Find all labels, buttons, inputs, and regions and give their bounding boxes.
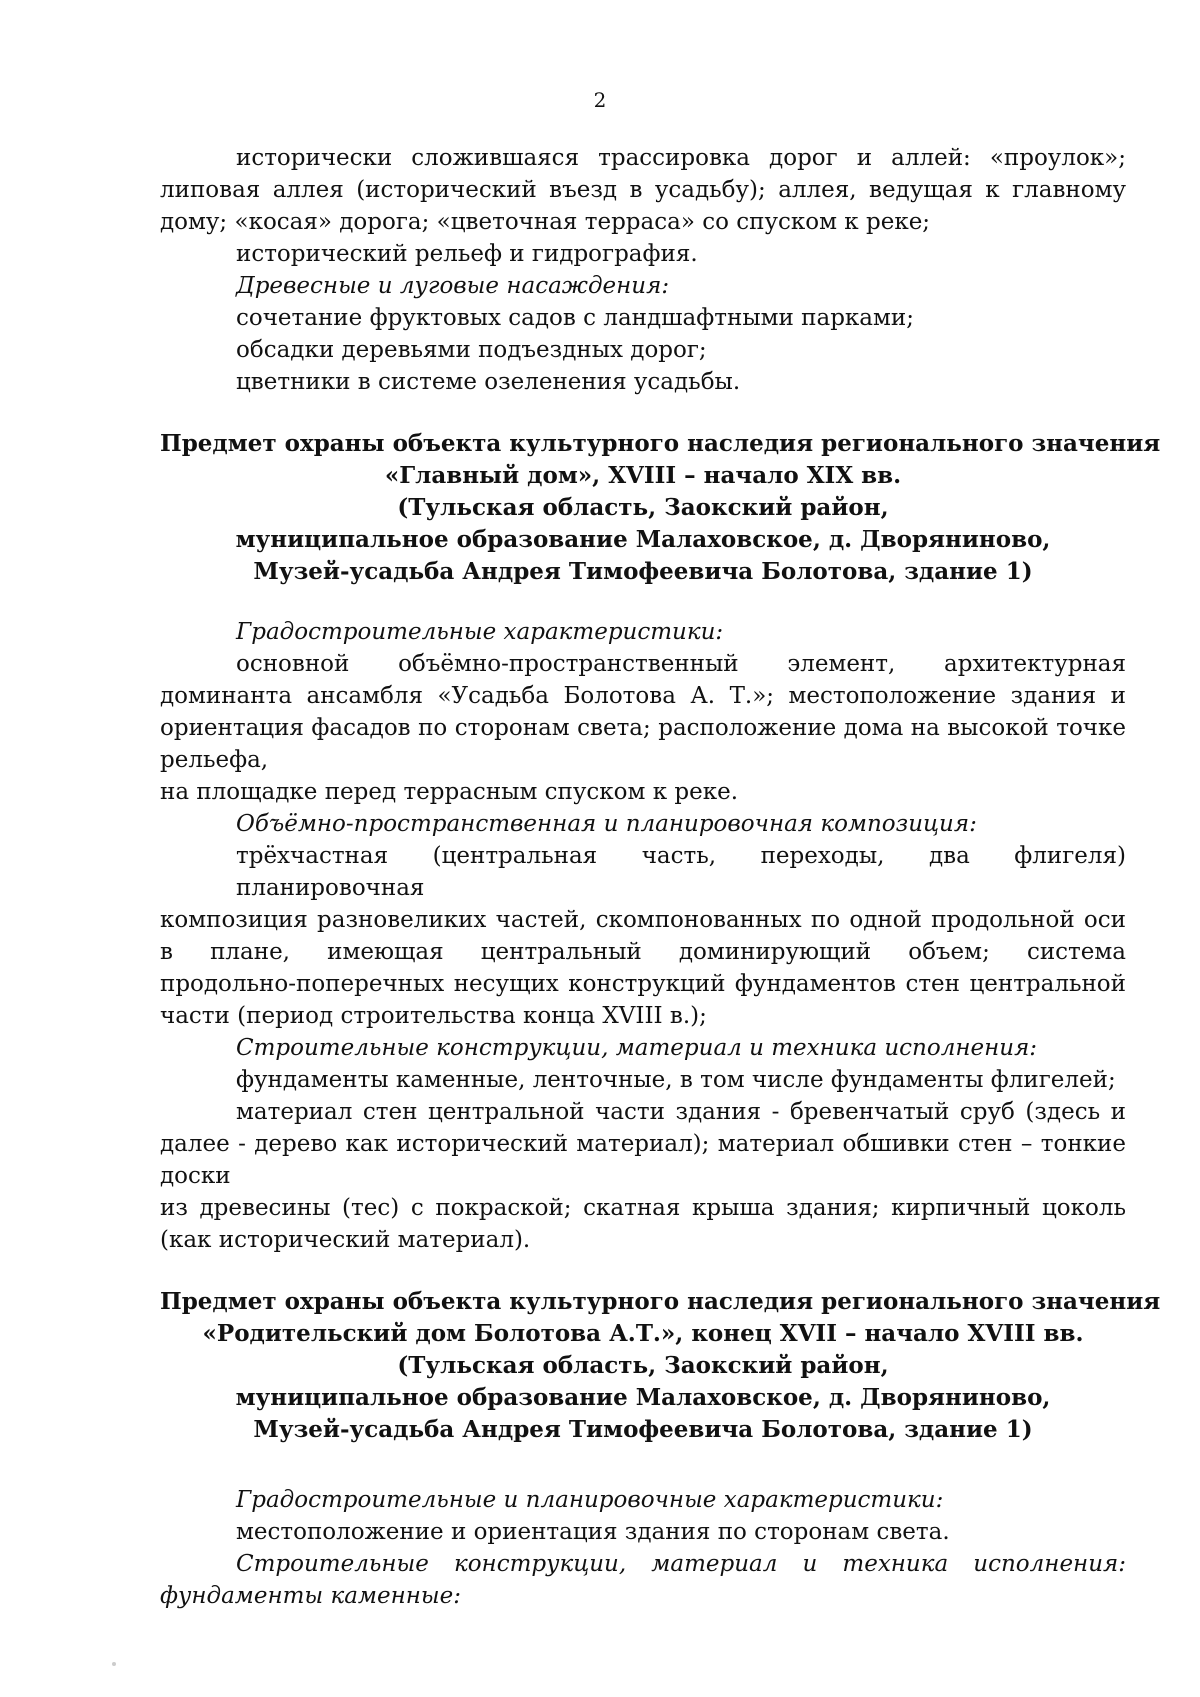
section-1-paragraph-2-line-3: в плане, имеющая центральный доминирующий объем; система [160,939,1126,965]
section-2-subheading-2-line-1: Строительные конструкции, материал и техника исполнения: [236,1551,1126,1577]
section-2-heading-line-2: «Родительский дом Болотова А.Т.», конец XVII – начало XVIII вв. [202,1320,1084,1347]
intro-paragraph-2: исторический рельеф и гидрография. [236,241,698,267]
section-1-paragraph-2-line-1: трёхчастная (центральная часть, переходы, два флигеля) планировочная [236,843,1126,901]
spacer [160,398,1126,428]
section-1-paragraph-4-line-4: из древесины (тес) с покраской; скатная крыша здания; кирпичный цоколь [160,1195,1126,1221]
section-1-heading-line-5: Музей-усадьба Андрея Тимофеевича Болотова, здание 1) [253,558,1033,585]
section-1-heading-line-4: муниципальное образование Малаховское, д. Дворяниново, [235,526,1051,553]
intro-subheading: Древесные и луговые насаждения: [236,273,670,299]
section-1-subheading-3: Строительные конструкции, материал и техника исполнения: [236,1035,1038,1061]
section-1-paragraph-1-line-3: ориентация фасадов по сторонам света; расположение дома на высокой точке [160,715,1126,741]
section-2-heading-line-1: Предмет охраны объекта культурного наследия регионального значения [160,1288,1161,1315]
section-1-paragraph-4-line-5: (как исторический материал). [160,1227,531,1253]
intro-paragraph-3: сочетание фруктовых садов с ландшафтными парками; [236,305,914,331]
section-1-paragraph-1-line-1: основной объёмно-пространственный элемент, архитектурная [236,651,1126,677]
section-2-subheading-1: Градостроительные и планировочные характеристики: [236,1487,944,1513]
section-1-paragraph-4-line-2: далее - дерево как исторический материал); материал обшивки стен – тонкие [160,1131,1126,1157]
section-1-paragraph-2-line-2: композиция разновеликих частей, скомпонованных по одной продольной оси [160,907,1126,933]
section-1-paragraph-4-line-3: доски [160,1163,231,1189]
section-1-paragraph-1-line-5: на площадке перед террасным спуском к реке. [160,779,739,805]
section-2-paragraph-1: местоположение и ориентация здания по сторонам света. [236,1519,950,1545]
section-1-paragraph-2-line-4: продольно-поперечных несущих конструкций фундаментов стен центральной [160,971,1126,997]
scan-artifact-dot [112,1662,116,1666]
spacer [160,588,1126,616]
intro-paragraph-1-line-3: дому; «косая» дорога; «цветочная терраса» со спуском к реке; [160,209,931,235]
section-1-subheading-1: Градостроительные характеристики: [236,619,724,645]
section-1-paragraph-1-line-2: доминанта ансамбля «Усадьба Болотова А. Т.»; местоположение здания и [160,683,1126,709]
section-2-heading-line-4: муниципальное образование Малаховское, д. Дворяниново, [235,1384,1051,1411]
page-number: 2 [593,88,607,112]
section-1-paragraph-4-line-1: материал стен центральной части здания - бревенчатый сруб (здесь и [236,1099,1126,1125]
intro-paragraph-5: цветники в системе озеленения усадьбы. [236,369,741,395]
section-1-paragraph-2-line-5: части (период строительства конца XVIII в.); [160,1003,707,1029]
section-1-heading-line-1: Предмет охраны объекта культурного наследия регионального значения [160,430,1161,457]
intro-paragraph-1-line-2: липовая аллея (исторический въезд в усадьбу); аллея, ведущая к главному [160,177,1126,203]
section-1-paragraph-1-line-4: рельефа, [160,747,269,773]
intro-paragraph-4: обсадки деревьями подъездных дорог; [236,337,707,363]
spacer [160,1446,1126,1484]
section-1-heading-line-2: «Главный дом», XVIII – начало XIX вв. [384,462,902,489]
section-1-paragraph-3: фундаменты каменные, ленточные, в том числе фундаменты флигелей; [236,1067,1116,1093]
spacer [160,1256,1126,1286]
document-body [160,142,1161,1612]
section-2-heading-line-5: Музей-усадьба Андрея Тимофеевича Болотова, здание 1) [253,1416,1033,1443]
section-2-subheading-2-line-2: фундаменты каменные: [160,1583,461,1609]
intro-paragraph-1-line-1: исторически сложившаяся трассировка дорог и аллей: «проулок»; [236,145,1126,171]
section-1-subheading-2: Объёмно-пространственная и планировочная композиция: [236,811,977,837]
section-1-heading-line-3: (Тульская область, Заокский район, [397,494,889,521]
section-2-heading-line-3: (Тульская область, Заокский район, [397,1352,889,1379]
